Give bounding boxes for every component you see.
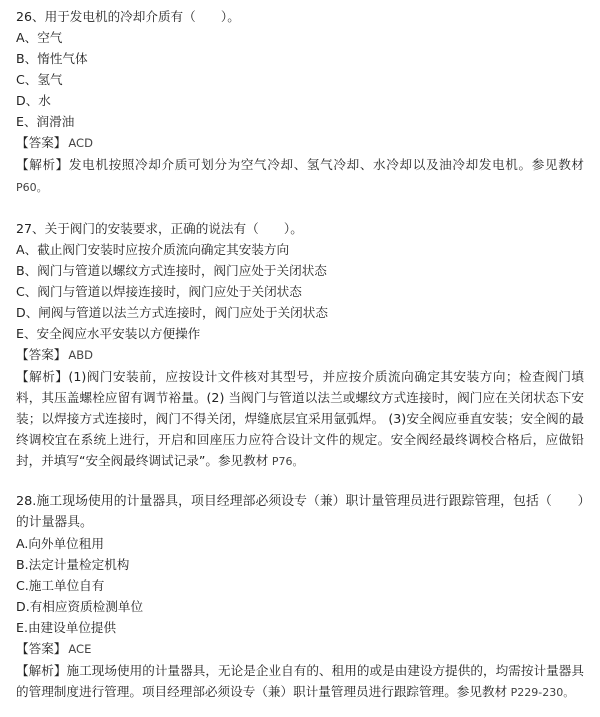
analysis-label: 【解析】 bbox=[16, 157, 69, 172]
option-a: A.向外单位租用 bbox=[16, 536, 104, 551]
answer-value: ACE bbox=[68, 642, 92, 656]
answer-line bbox=[16, 344, 584, 366]
textbook-reference: P229-230。 bbox=[507, 686, 575, 699]
question-stem: 26、用于发电机的冷却介质有（ ）。 bbox=[16, 9, 240, 24]
analysis-label: 【解析】 bbox=[16, 369, 69, 384]
question-27 bbox=[16, 218, 584, 472]
analysis-text: 发电机按照冷却介质可划分为空气冷却、氢气冷却、水冷却以及油冷却发电机。参见教材 bbox=[68, 157, 585, 172]
option-d: D、水 bbox=[16, 93, 51, 108]
answer-label: 【答案】 bbox=[16, 641, 67, 656]
option-a: A、截止阀门安装时应按介质流向确定其安装方向 bbox=[16, 242, 290, 257]
question-28 bbox=[16, 491, 584, 703]
answer-label: 【答案】 bbox=[16, 135, 67, 150]
analysis-label: 【解析】 bbox=[16, 663, 67, 678]
question-stem: 27、关于阀门的安装要求，正确的说法有（ ）。 bbox=[16, 221, 303, 236]
answer-value: ACD bbox=[68, 136, 93, 150]
textbook-reference: P60。 bbox=[16, 181, 48, 194]
option-d: D.有相应资质检测单位 bbox=[16, 599, 144, 614]
option-a: A、空气 bbox=[16, 30, 63, 45]
answer-line bbox=[16, 132, 584, 154]
analysis-paragraph bbox=[16, 154, 584, 198]
analysis-paragraph bbox=[16, 660, 584, 703]
option-c: C、氢气 bbox=[16, 72, 63, 87]
option-d: D、闸阀与管道以法兰方式连接时，阀门应处于关闭状态 bbox=[16, 305, 328, 320]
option-b: B.法定计量检定机构 bbox=[16, 557, 130, 572]
question-stem: 28.施工现场使用的计量器具，项目经理部必须设专（兼）职计量管理员进行跟踪管理，包括（ ）的计量器具。 bbox=[16, 494, 584, 530]
option-c: C、阀门与管道以焊接连接时，阀门应处于关闭状态 bbox=[16, 284, 302, 299]
analysis-text: (1)阀门安装前，应按设计文件核对其型号，并应按介质流向确定其安装方向；检查阀门填料，其压盖螺栓应留有调节裕量。(2) 当阀门与管道以法兰或螺纹方式连接时，阀门应在关闭状态下安装；以焊接方式连接时，阀门不得关闭，焊缝底层宜采用氩弧焊。 (3)安全阀应垂直安装；安全阀的最终调校宜在系统上进行，开启和回座压力应符合设计文件的规定。安全阀经最终调校合格后，应做铅封，并填写“安全阀最终调试记录”。参见教材 bbox=[16, 369, 585, 468]
analysis-paragraph bbox=[16, 366, 584, 472]
answer-label: 【答案】 bbox=[16, 347, 67, 362]
analysis-text: 施工现场使用的计量器具，无论是企业自有的、租用的或是由建设方提供的，均需按计量器具的管理制度进行管理。项目经理部必须设专（兼）职计量管理员进行跟踪管理。参见教材 bbox=[16, 663, 585, 699]
exam-page bbox=[16, 6, 584, 703]
question-26 bbox=[16, 6, 584, 198]
option-b: B、阀门与管道以螺纹方式连接时，阀门应处于关闭状态 bbox=[16, 263, 327, 278]
option-e: E、安全阀应水平安装以方便操作 bbox=[16, 326, 201, 341]
answer-line bbox=[16, 638, 584, 660]
option-b: B、惰性气体 bbox=[16, 51, 88, 66]
option-c: C.施工单位自有 bbox=[16, 578, 105, 593]
option-e: E.由建设单位提供 bbox=[16, 620, 117, 635]
option-e: E、润滑油 bbox=[16, 114, 75, 129]
textbook-reference: P76。 bbox=[268, 455, 304, 468]
answer-value: ABD bbox=[68, 348, 93, 362]
